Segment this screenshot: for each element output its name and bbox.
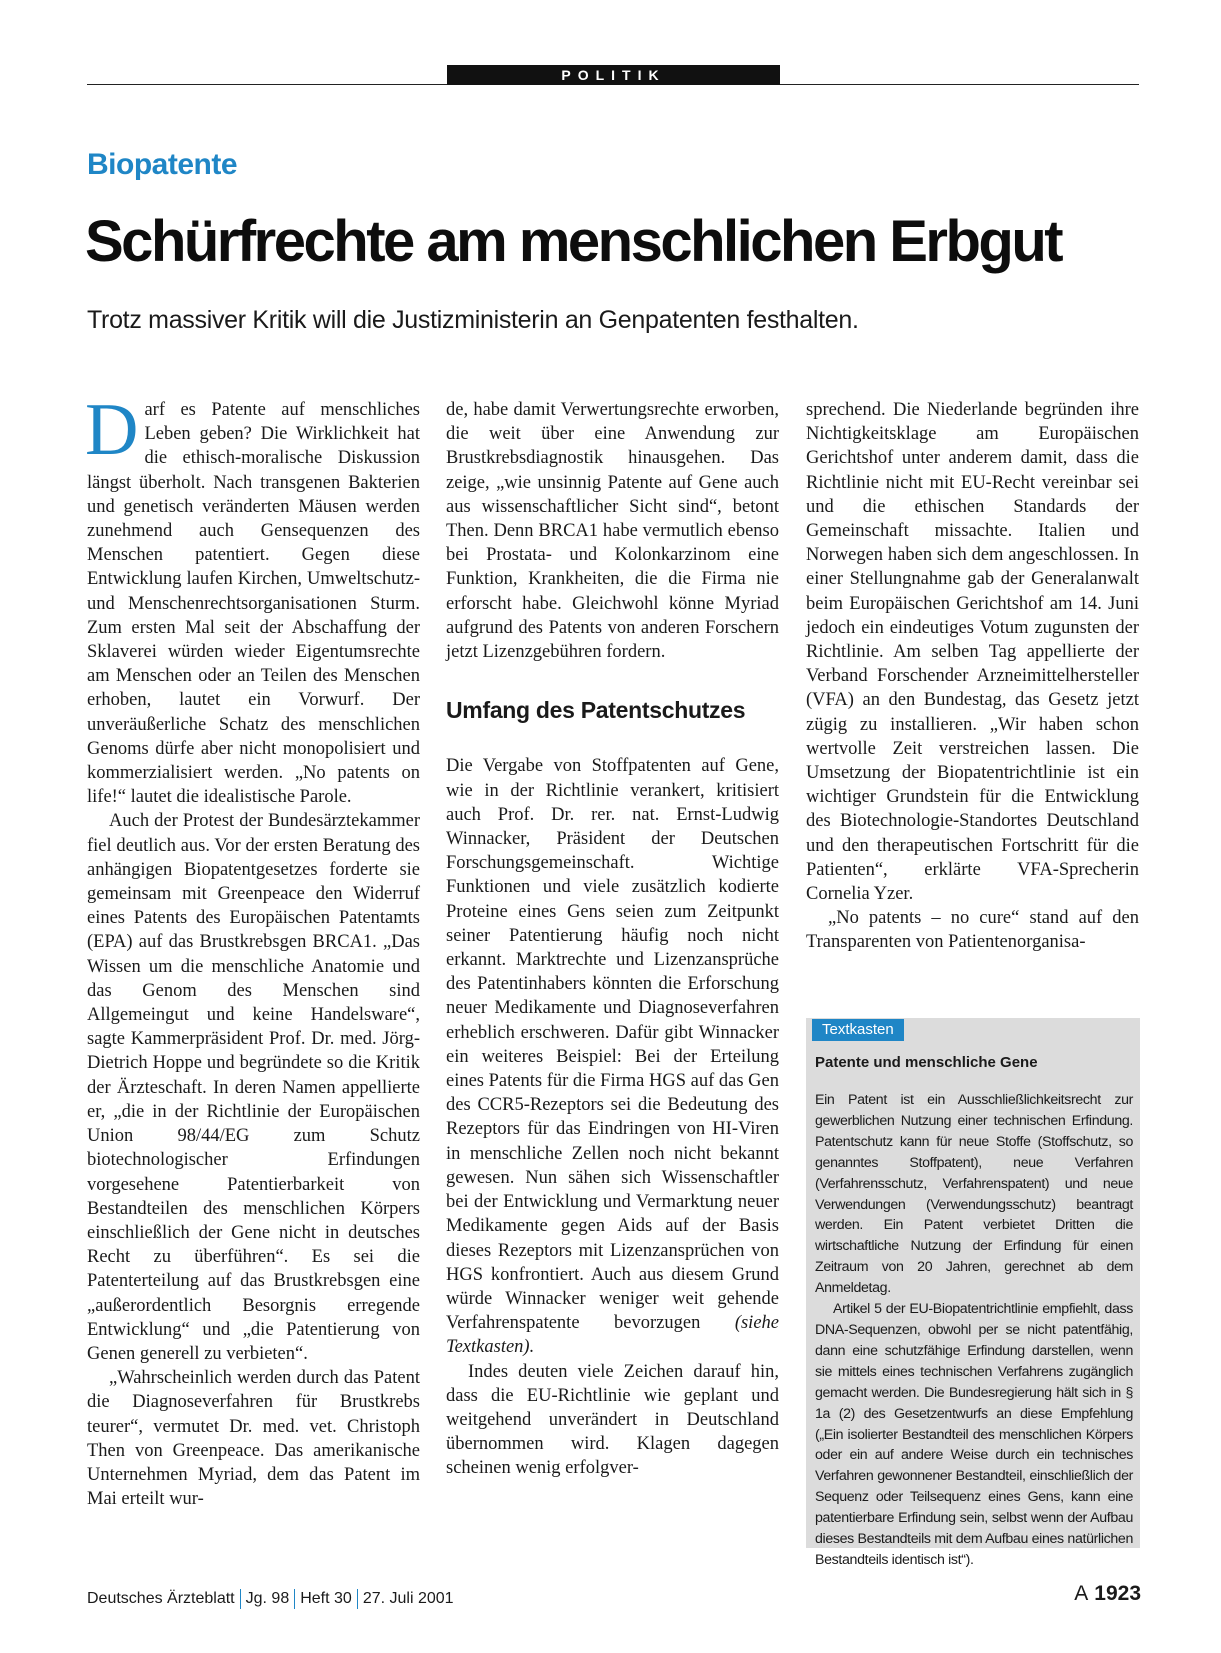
- paragraph: [446, 754, 779, 1359]
- section-heading: Umfang des Patentschutzes: [446, 697, 746, 724]
- text-column-1: [85, 389, 420, 1511]
- text-column-2: [446, 398, 779, 1481]
- divider: [240, 1589, 241, 1609]
- info-box-label: Textkasten: [812, 1019, 904, 1041]
- article-subtitle: Trotz massiver Kritik will die Justizministerin an Genpatenten festhalten.: [87, 306, 859, 334]
- journal-volume: Jg. 98: [245, 1590, 290, 1608]
- article-kicker: Biopatente: [87, 148, 238, 181]
- info-box-paragraph: Ein Patent ist ein Ausschließlichkeitsrecht zur gewerblichen Nutzung einer technischen Erfindung. Patentschutz kann für neue Stoffe (Stoffschutz, so genanntes Stoffpatent), neue Verfahren (Verfahrensschutz, Verfahrenspatent) und neue Verwendungen (Verwendungsschutz) beantragt werden. Ein Patent verbietet Dritten die wirtschaftliche Nutzung der Erfindung für einen Zeitraum von 20 Jahren, gerechnet ab dem Anmeldetag.: [815, 1092, 1133, 1297]
- paragraph-text: Die Vergabe von Stoffpatenten auf Gene, wie in der Richtlinie verankert, kritisiert auch Prof. Dr. rer. nat. Ernst-Ludwig Winnacker, Präsident der Deutschen Forschungsgemeinschaft. Wichtige Funktionen und viele zusätzlich kodierte Proteine eines Gens seien zum Zeitpunkt seiner Patentierung häufig noch nicht erkannt. Marktrechte und Lizenzansprüche des Patentinhabers könnten die Erforschung neuer Medikamente und Diagnoseverfahren erheblich erschweren. Dafür gibt Winnacker ein weiteres Beispiel: Bei der Erteilung eines Patents für die Firma HGS auf das Gen des CCR5-Rezeptors sei die Bedeutung des Rezeptors für das Eindringen von HI-Viren in menschliche Zellen noch nicht bekannt gewesen. Nun sähen sich Wissenschaftler bei der Entwicklung und Vermarktung neuer Medikamente gegen Aids auf der Basis dieses Rezeptors mit Lizenzansprüchen von HGS konfrontiert. Auch aus diesem Grund würde Winnacker weniger weit gehende Verfahrenspatente bevorzugen: [446, 756, 779, 1334]
- page-number: 1923: [1094, 1582, 1141, 1605]
- text-column-3: [806, 398, 1139, 955]
- drop-cap: D: [85, 389, 139, 471]
- journal-issue: Heft 30: [300, 1590, 352, 1608]
- divider: [294, 1589, 295, 1609]
- paragraph: „Wahrscheinlich werden durch das Patent die Diagnoseverfahren für Brustkrebs teurer“, vermutet Dr. med. vet. Christoph Then von Greenpeace. Das amerikanische Unternehmen Myriad, dem das Patent im Mai erteilt wur-: [87, 1368, 420, 1510]
- section-label: POLITIK: [447, 65, 780, 85]
- journal-date: 27. Juli 2001: [362, 1590, 454, 1608]
- journal-name: Deutsches Ärzteblatt: [87, 1590, 235, 1608]
- paragraph: Auch der Protest der Bundesärztekammer fiel deutlich aus. Vor der ersten Beratung des anhängigen Biopatentgesetzes forderte sie gemeinsam mit Greenpeace den Widerruf eines Patents des Europäischen Patentamts (EPA) auf das Brustkrebsgen BRCA1. „Das Wissen um die menschliche Anatomie und das Genom des Menschen sind Allgemeingut und keine Handelsware“, sagte Kammerpräsident Prof. Dr. med. Jörg-Dietrich Hoppe und begründete so die Kritik der Ärzteschaft. In deren Namen appellierte er, „die in der Richtlinie der Europäischen Union 98/44/EG zum Schutz biotechnologischer Erfindungen vorgesehene Patentierbarkeit von Bestandteilen des menschlichen Körpers einschließlich der Gene nicht in deutsches Recht zu überführen“. Es sei die Patenterteilung auf das Brustkrebsgen eine „außerordentlich Besorgnis erregende Entwicklung“ und „die Patentierung von Genen generell zu verbieten“.: [87, 811, 420, 1364]
- paragraph: sprechend. Die Niederlande begründen ihre Nichtigkeitsklage am Europäischen Gerichtshof unter anderem damit, dass die Richtlinie nicht mit EU-Recht vereinbar sei und die ethischen Standards der Gemeinschaft missachte. Italien und Norwegen haben sich dem angeschlossen. In einer Stellungnahme gab der Generalanwalt beim Europäischen Gerichtshof am 14. Juni jedoch ein eindeutiges Votum zugunsten der Richtlinie. Am selben Tag appellierte der Verband Forschender Arzneimittelhersteller (VFA) an den Bundestag, das Gesetz jetzt zügig zu installieren. „Wir haben schon wertvolle Zeit verstreichen lassen. Die Umsetzung der Biopatentrichtlinie ist ein wichtiger Grundstein für die Entwicklung des Biotechnologie-Standortes Deutschland und den therapeutischen Fortschritt für die Patienten“, erklärte VFA-Sprecherin Cornelia Yzer.: [806, 400, 1139, 905]
- paragraph: de, habe damit Verwertungsrechte erworben, die weit über eine Anwendung zur Brustkrebsdiagnostik hinausgehen. Das zeige, „wie unsinnig Patente auf Gene auch aus wissenschaftlicher Sicht sind“, betont Then. Denn BRCA1 habe vermutlich ebenso bei Prostata- und Kolonkarzinom eine Funktion, Krankheiten, die die Firma nie erforscht habe. Gleichwohl könne Myriad aufgrund des Patents von anderen Forschern jetzt Lizenzgebühren fordern.: [446, 400, 779, 663]
- page-number-block: [1074, 1582, 1141, 1606]
- paragraph: [85, 389, 420, 809]
- paragraph-text: arf es Patente auf menschliches Leben geben? Die Wirklichkeit hat die ethisch-moralische Diskussion längst überholt. Nach transgenen Bakterien und genetisch veränderten Mäusen werden zunehmend auch Gensequenzen des Menschen patentiert. Gegen diese Entwicklung laufen Kirchen, Umweltschutz- und Menschenrechtsorganisationen Sturm. Zum ersten Mal seit der Abschaffung der Sklaverei würden wieder Eigentumsrechte am Menschen oder an Teilen des Menschen erhoben, lautet ein Vorwurf. Der unveräußerliche Schatz des menschlichen Genoms dürfe aber nicht monopolisiert und kommerzialisiert werden. „No patents on life!“ lautet die idealistische Parole.: [87, 400, 420, 808]
- info-box-body: [815, 1090, 1133, 1571]
- article-title: Schürfrechte am menschlichen Erbgut: [85, 209, 1062, 274]
- textbox-reference: (siehe Textkasten).: [446, 1313, 779, 1358]
- info-box-paragraph: Artikel 5 der EU-Biopatentrichtlinie empfiehlt, dass DNA-Sequenzen, obwohl per se nicht patentfähig, dann eine schutzfähige Erfindung darstellen, wenn sie mittels eines technischen Verfahrens zugänglich gemacht werden. Die Bundesregierung hält sich in § 1a (2) des Gesetzentwurfs an diese Empfehlung („Ein isolierter Bestandteil des menschlichen Körpers oder ein auf andere Weise durch ein technisches Verfahren gewonnener Bestandteil, einschließlich der Sequenz oder Teilsequenz eines Gens, kann eine patentierbare Erfindung sein, selbst wenn der Aufbau dieses Bestandteils mit dem Aufbau eines natürlichen Bestandteils identisch ist“).: [815, 1301, 1133, 1568]
- paragraph: „No patents – no cure“ stand auf den Transparenten von Patientenorganisa-: [806, 908, 1139, 953]
- paragraph: Indes deuten viele Zeichen darauf hin, dass die EU-Richtlinie wie geplant und weitgehend unverändert in Deutschland übernommen wird. Klagen dagegen scheinen wenig erfolgver-: [446, 1361, 779, 1479]
- footer-citation: [87, 1589, 454, 1609]
- info-box: [806, 1018, 1140, 1568]
- page-prefix: A: [1074, 1582, 1089, 1605]
- info-box-title: Patente und menschliche Gene: [815, 1054, 1038, 1071]
- divider: [357, 1589, 358, 1609]
